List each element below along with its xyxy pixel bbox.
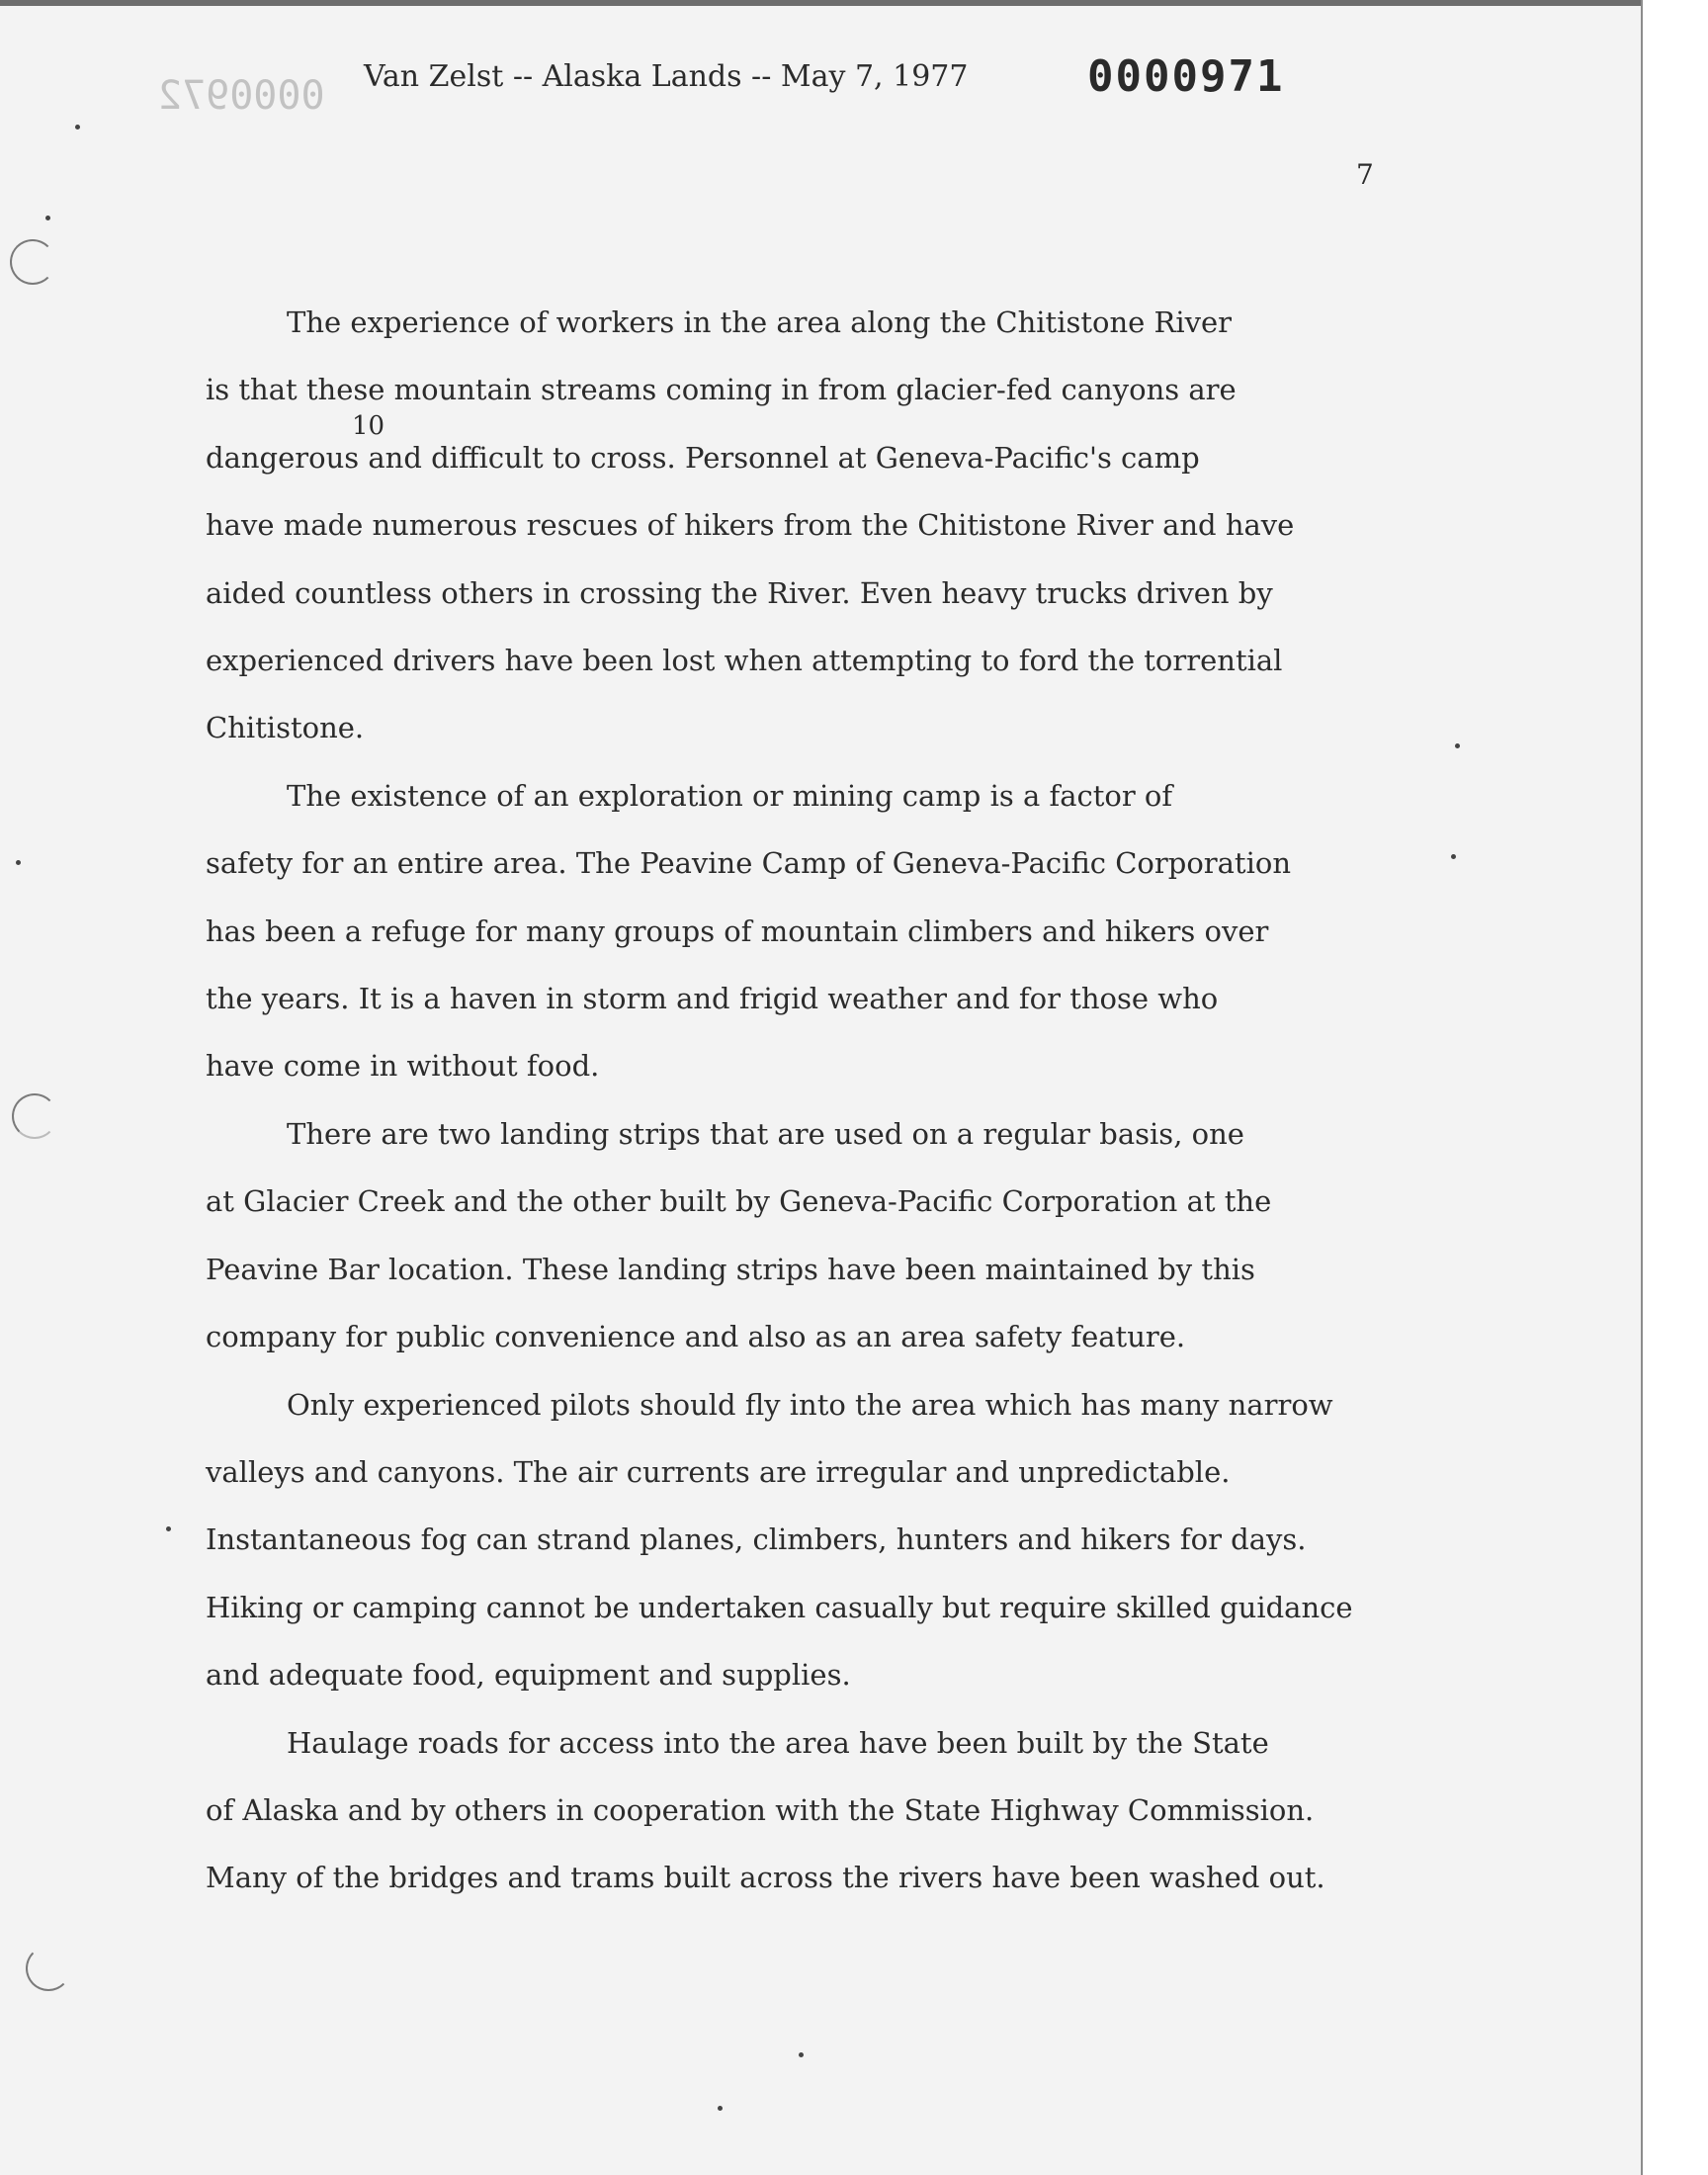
scan-background-edge [1641, 0, 1708, 2175]
stamp-bleed-through: 0000972 [158, 73, 325, 119]
body-text [206, 289, 1491, 1912]
page-number: 7 [1356, 158, 1374, 191]
paragraph: Haulage roads for access into the area have been built by the State of Alaska and by others in cooperation with the State Highway Commission. Many of the bridges and trams built across the rivers have been washed out. [206, 1725, 1325, 1895]
running-head: Van Zelst -- Alaska Lands -- May 7, 1977 [364, 59, 969, 94]
scan-speck [166, 1526, 171, 1531]
paragraph: The experience of workers in the area along the Chitistone River is that these mountain streams coming in from glacier-fed canyons are dangerous and difficult to cross. Personnel at Geneva-Pacific's camp have made numerous rescues of hikers from the Chitistone River and have aided countless others in crossing the River. Even heavy trucks driven by experienced drivers have been lost when attempting to ford the torrential Chitistone. [206, 305, 1295, 745]
scan-speck [16, 860, 21, 865]
document-number-stamp: 0000971 [1087, 51, 1285, 102]
scan-speck [45, 216, 50, 220]
scan-speck [75, 125, 80, 130]
scan-top-edge [0, 0, 1641, 6]
punch-hole-mark [10, 239, 55, 285]
paragraph: Only experienced pilots should fly into the area which has many narrow valleys and canyons. The air currents are irregular and unpredictable. Instantaneous fog can strand planes, climbers, hunters and hikers for days. Hiking or camping cannot be undertaken casually but require skilled guidance and adequate food, equipment and supplies. [206, 1387, 1353, 1693]
footnote-reference: 10 [352, 411, 385, 441]
scan-speck [1451, 854, 1456, 859]
paragraph: The existence of an exploration or mining camp is a factor of safety for an entire area. The Peavine Camp of Geneva-Pacific Corporation has been a refuge for many groups of mountain climbers and hikers over the years. It is a haven in storm and frigid weather and for those who have come in without food. [206, 778, 1291, 1084]
scan-speck [799, 2052, 804, 2057]
punch-hole-mark [26, 1946, 71, 1991]
scan-speck [718, 2106, 723, 2111]
paragraph: There are two landing strips that are used on a regular basis, one at Glacier Creek and the other built by Geneva-Pacific Corporation at the Peavine Bar location. These landing strips have been maintained by this company for public convenience and also as an area safety feature. [206, 1116, 1272, 1354]
scan-speck [1455, 743, 1460, 748]
punch-hole-mark [12, 1093, 57, 1139]
